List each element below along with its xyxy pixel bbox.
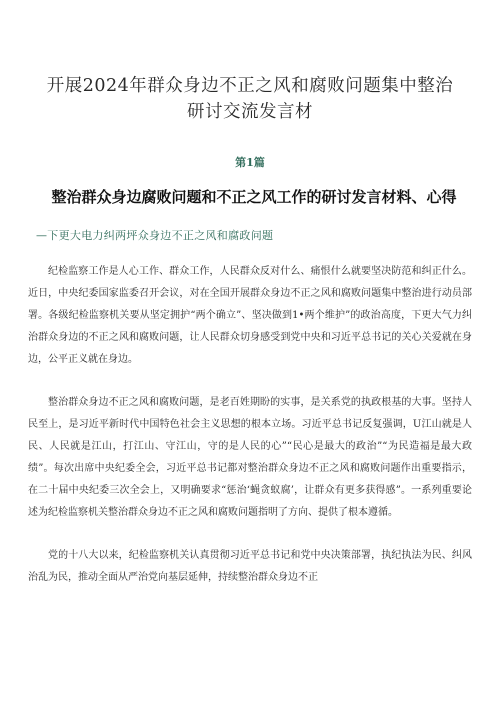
section-label: 第1篇 xyxy=(235,156,265,169)
section-title: 整治群众身边腐败问题和不正之风工作的研讨发言材料、心得 xyxy=(51,188,457,206)
document-title-line-1: 开展2024年群众身边不正之风和腐败问题集中整治 xyxy=(46,76,454,96)
paragraph-3: 党的十八大以来，纪检监察机关认真贯彻习近平总书记和党中央决策部署，执纪执法为民、纠风治乱为民，推动全面从严治党向基层延伸，持续整治群众身边不正 xyxy=(28,550,472,583)
paragraph-1: 纪检监察工作是人心工作、群众工作，人民群众反对什么、痛恨什么就要坚决防范和纠正什么。近日，中央纪委国家监委召开会议，对在全国开展群众身边不正之风和腐败问题集中整治进行动员部署。各级纪检监察机关要从坚定拥护“两个确立”、坚决做到1•两个维护”的政治高度，下更大气力纠治群众身边的不正之风和腐败问题，让人民群众切身感受到党中央和习近平总书记的关心关爱就在身边，公平正义就在身边。 xyxy=(28,266,472,365)
document-title xyxy=(28,0,472,125)
section-subtitle: —下更大电力纠两坪众身边不正之风和腐政问题 xyxy=(36,229,274,242)
document-title-line-2: 研讨交流发言材 xyxy=(187,102,313,122)
paragraph-2: 整治群众身边不正之风和腐败问题，是老百姓期盼的实事，是关系党的执政根基的大事。坚持人民至上，是习近平新时代中国特色社会主义思想的根本立场。习近平总书记反复强调，U江山就是人民、人民就是江山，打江山、守江山，守的是人民的心”“民心是最大的政治”“为民造福是最大政绩”。每次出席中央纪委全会，习近平总书记都对整治群众身边不正之风和腐败问题作出重要指示，在二十届中央纪委三次全会上，又明确要求“惩治‘蝇贪蚁腐’，让群众有更多获得感”。一系列重要论述为纪检监察机关整治群众身边不正之风和腐败问题指明了方向、提供了根本遵循。 xyxy=(28,397,472,518)
